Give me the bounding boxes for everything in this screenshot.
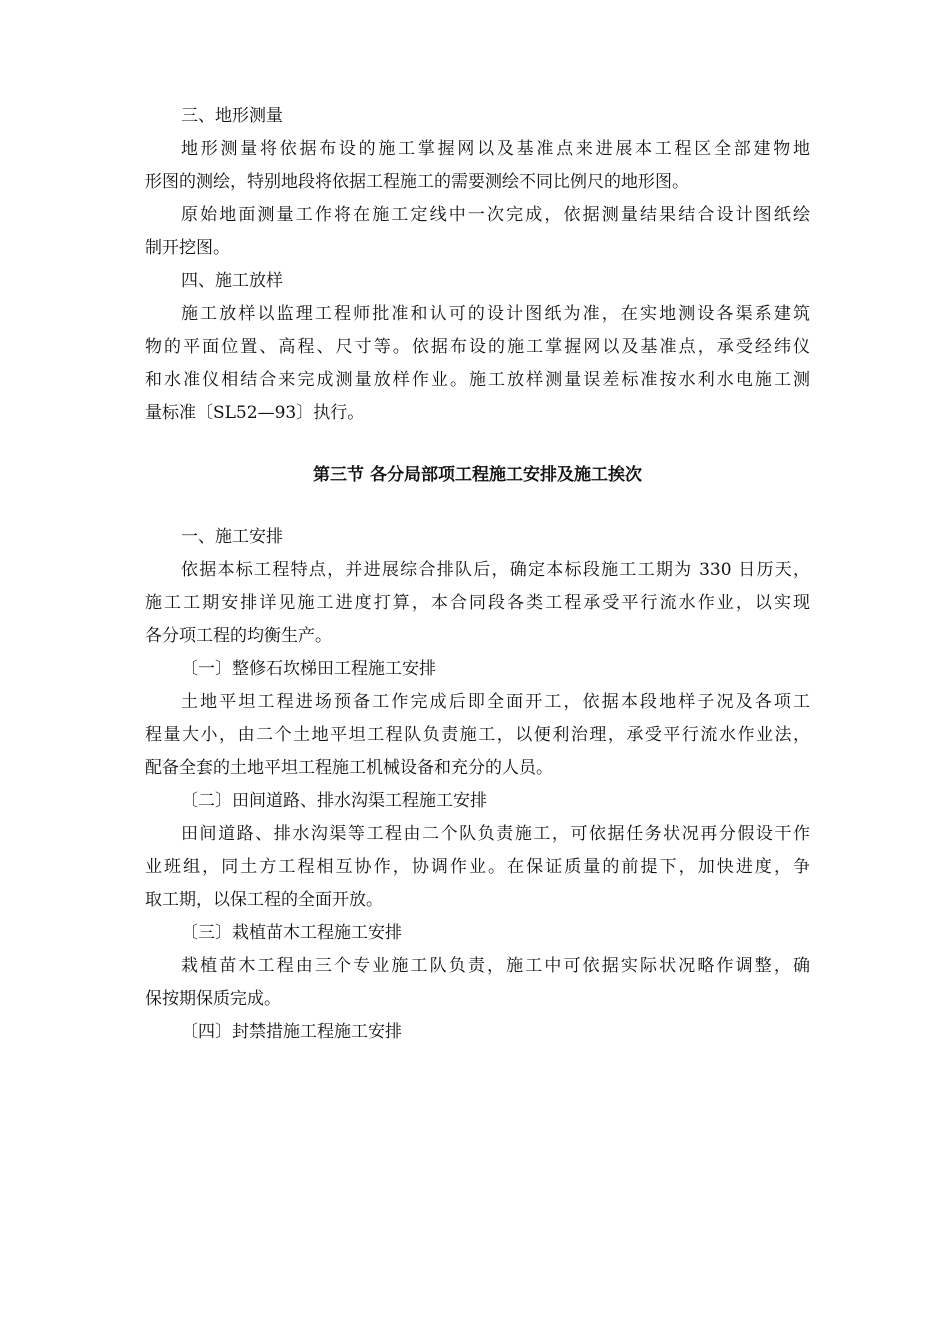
paragraph-construction-arrangement (145, 554, 810, 653)
text-line: 栽植苗木工程由三个专业施工队负责，施工中可依据实际状况略作调整，确 (181, 956, 810, 976)
subheading-enclosure: 〔四〕封禁措施工程施工安排 (181, 1022, 402, 1042)
text-line: 施工放样以监理工程师批准和认可的设计图纸为准，在实地测设各渠系建筑 (181, 304, 810, 324)
text-line: 量标准〔SL52—93〕执行。 (145, 403, 365, 423)
text-line: 原始地面测量工作将在施工定线中一次完成，依据测量结果结合设计图纸绘 (181, 205, 810, 225)
paragraph-terrain-survey (145, 133, 810, 199)
paragraph-terrace (145, 686, 810, 785)
text-line: 田间道路、排水沟渠等工程由二个队负责施工，可依据任务状况再分假设干作 (181, 824, 810, 844)
paragraph-planting (145, 950, 810, 1016)
subheading-terrace: 〔一〕整修石坎梯田工程施工安排 (181, 659, 436, 679)
paragraph-original-ground-survey (145, 199, 810, 265)
text-line: 土地平坦工程进场预备工作完成后即全面开工，依据本段地样子况及各项工 (181, 692, 810, 712)
text-line: 各分项工程的均衡生产。 (145, 626, 332, 646)
text-line: 物的平面位置、高程、尺寸等。依据布设的施工掌握网以及基准点，承受经纬仪 (145, 337, 810, 357)
text-line: 业班组，同土方工程相互协作，协调作业。在保证质量的前提下，加快进度，争 (145, 857, 810, 877)
subheading-roads-ditches: 〔二〕田间道路、排水沟渠工程施工安排 (181, 791, 487, 811)
text-line: 形图的测绘，特别地段将依据工程施工的需要测绘不同比例尺的地形图。 (145, 172, 689, 192)
text-line: 配备全套的土地平坦工程施工机械设备和充分的人员。 (145, 758, 553, 778)
text-line: 依据本标工程特点，并进展综合排队后，确定本标段施工工期为 330 日历天， (181, 560, 810, 580)
text-line: 制开挖图。 (145, 238, 230, 258)
paragraph-construction-layout (145, 298, 810, 430)
text-line: 和水准仪相结合来完成测量放样作业。施工放样测量误差标准按水利水电施工测 (145, 370, 810, 390)
section-title: 第三节 各分局部项工程施工安排及施工挨次 (313, 465, 642, 485)
text-line: 程量大小，由二个土地平坦工程队负责施工，以便利治理，承受平行流水作业法， (145, 725, 810, 745)
heading-construction-layout: 四、施工放样 (181, 271, 283, 291)
text-line: 地形测量将依据布设的施工掌握网以及基准点来进展本工程区全部建物地 (181, 139, 810, 159)
text-line: 取工期，以保工程的全面开放。 (145, 890, 383, 910)
document-body (145, 100, 810, 1049)
text-line: 施工工期安排详见施工进度打算，本合同段各类工程承受平行流水作业，以实现 (145, 593, 810, 613)
heading-terrain-survey: 三、地形测量 (181, 106, 283, 126)
text-line: 保按期保质完成。 (145, 989, 281, 1009)
subheading-planting: 〔三〕栽植苗木工程施工安排 (181, 923, 402, 943)
paragraph-roads-ditches (145, 818, 810, 917)
heading-construction-arrangement: 一、施工安排 (181, 527, 283, 547)
